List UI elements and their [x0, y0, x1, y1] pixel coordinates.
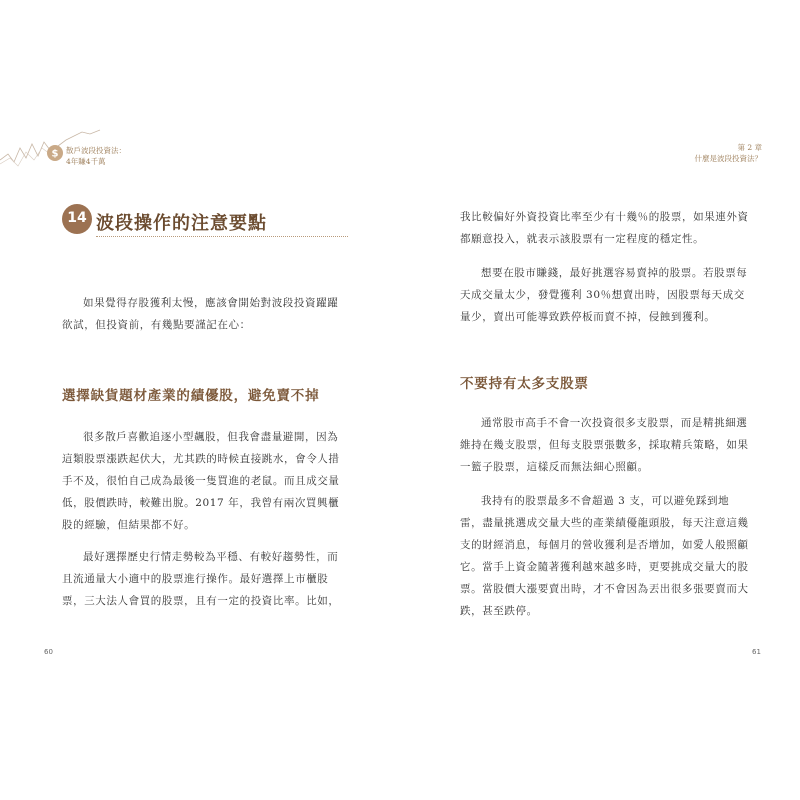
- intro-paragraph: 如果覺得存股獲利太慢，應該會開始對波段投資躍躍欲試，但投資前，有幾點要謹記在心：: [62, 297, 339, 331]
- right-paragraph-4: 我持有的股票最多不會超過 3 支，可以避免踩到地雷，盡量挑選成交量大些的產業績優龍頭股，每天注意這幾支的財經消息，每個月的營收獲利是否增加，如愛人般照顧它。當手上資金隨著獲利越來越多時，更要挑成交量大的股票。當股價大漲要賣出時，才不會因為丟出很多張要賣而大跌，甚至跌停。: [460, 495, 749, 617]
- section-title: 波段操作的注意要點: [96, 213, 267, 234]
- right-subheading: 不要持有太多支股票: [460, 376, 589, 392]
- section-divider: [96, 236, 348, 237]
- book-title-line-1: 散戶波段投資法：: [66, 146, 126, 155]
- svg-text:$: $: [51, 148, 59, 160]
- right-paragraph-1: 我比較偏好外資投資比率至少有十幾％的股票，如果連外資都願意投入，就表示該股票有一定程度的穩定性。: [460, 211, 749, 245]
- right-paragraph-2: 想要在股市賺錢，最好挑選容易賣掉的股票。若股票每天成交量太少，發覺獲利 30％想賣出時，因股票每天成交量少，賣出可能導致跌停板而賣不掉，侵蝕到獲利。: [460, 267, 748, 323]
- chapter-title: 什麼是波段投資法？: [694, 154, 762, 163]
- right-page-number: 61: [752, 648, 761, 656]
- section-number: 14: [67, 210, 87, 226]
- left-page-number: 60: [44, 648, 53, 656]
- book-title: [66, 145, 126, 167]
- left-paragraph-2: 最好選擇歷史行情走勢較為平穩、有較好趨勢性，而且流通量大小適中的股票進行操作。最好選擇上市櫃股票，三大法人會買的股票，且有一定的投資比率。比如，: [62, 551, 340, 607]
- right-paragraph-3: 通常股市高手不會一次投資很多支股票，而是精挑細選維持在幾支股票，但每支股票張數多，採取精兵策略，如果一籃子股票，這樣反而無法細心照顧。: [460, 417, 749, 473]
- chapter-label: 第 2 章: [737, 143, 762, 152]
- book-logo-icon: [46, 144, 64, 162]
- section-heading: [58, 202, 348, 242]
- right-page: [400, 0, 800, 800]
- left-paragraph-1: 很多散戶喜歡追逐小型飆股，但我會盡量避開，因為這類股票漲跌起伏大，尤其跌的時候直接跳水，會令人措手不及，很怕自己成為最後一隻買進的老鼠。而且成交量低，股價跌時，較難出脫。2017 年，我曾有兩次買興櫃股的經驗，但結果都不好。: [62, 431, 340, 531]
- left-subheading: 選擇缺貨題材產業的績優股，避免賣不掉: [62, 388, 320, 404]
- chapter-header: [695, 142, 763, 164]
- book-title-line-2: 4年賺4千萬: [66, 157, 106, 166]
- section-number-badge: [58, 202, 94, 238]
